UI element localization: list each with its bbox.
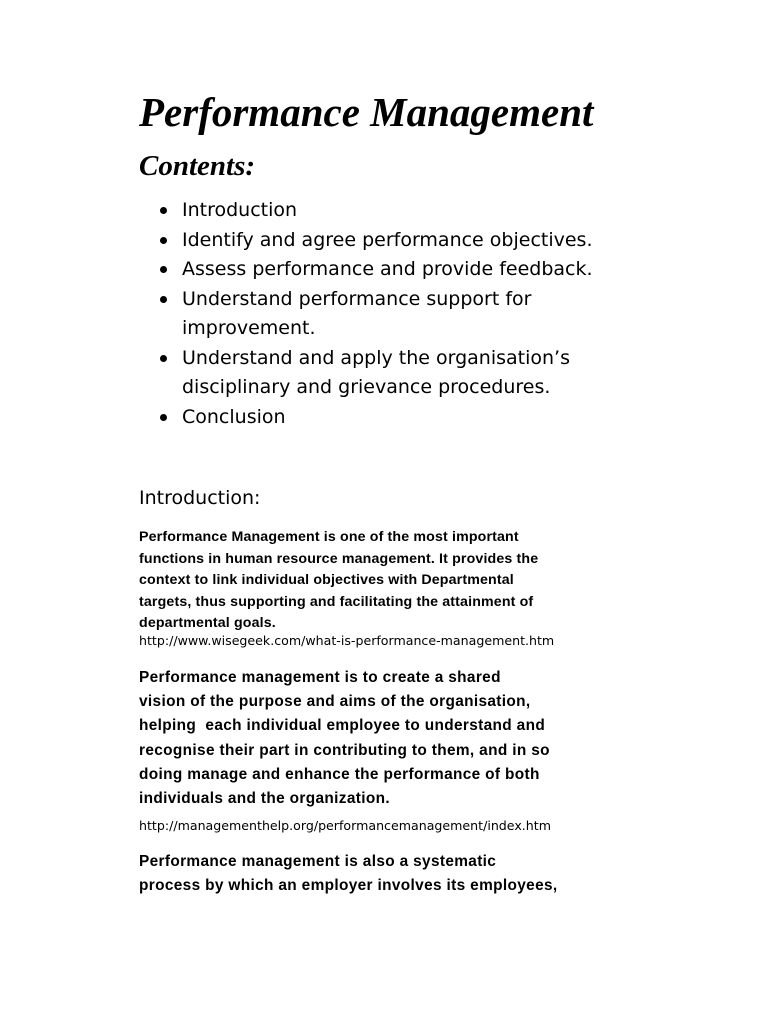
toc-item-line: Assess performance and provide feedback. — [182, 258, 593, 280]
paragraph-line: doing manage and enhance the performance of both — [139, 765, 540, 783]
paragraph-line: context to link individual objectives with Departmental — [139, 572, 514, 588]
source-link-2[interactable]: http://managementhelp.org/performancemanagement/index.htm — [139, 818, 551, 833]
paragraph-line: vision of the purpose and aims of the organisation, — [139, 693, 531, 711]
toc-item-line: Identify and agree performance objectives. — [182, 228, 593, 251]
paragraph-line: Performance management is to create a shared — [139, 669, 501, 686]
introduction-paragraph-3 — [139, 850, 558, 898]
paragraph-line: targets, thus supporting and facilitating the attainment of — [139, 593, 534, 610]
toc-item — [160, 226, 630, 256]
paragraph-line: Performance Management is one of the most important — [139, 529, 519, 545]
bullet-icon — [160, 355, 167, 362]
toc-item-line: disciplinary and grievance procedures. — [182, 376, 551, 398]
toc-item-line: Introduction — [182, 199, 298, 221]
table-of-contents — [160, 196, 630, 432]
bullet-icon — [160, 237, 167, 244]
bullet-icon — [160, 207, 167, 214]
toc-item — [160, 285, 630, 344]
bullet-icon — [160, 266, 167, 273]
paragraph-line: individuals and the organization. — [139, 790, 390, 808]
document-title: Performance Management — [139, 89, 594, 135]
source-link-1[interactable]: http://www.wisegeek.com/what-is-performance-management.htm — [139, 633, 555, 648]
introduction-heading: Introduction: — [139, 487, 261, 509]
toc-item — [160, 344, 630, 403]
toc-item-line: Understand and apply the organisation’s — [182, 346, 570, 369]
introduction-paragraph-1 — [139, 527, 538, 635]
bullet-icon — [160, 296, 167, 303]
paragraph-line: Performance management is also a systematic — [139, 853, 497, 870]
paragraph-line: process by which an employer involves its employees, — [139, 877, 558, 894]
paragraph-line: departmental goals. — [139, 615, 276, 631]
toc-item — [160, 196, 630, 226]
toc-item-line: Understand performance support for — [182, 287, 532, 310]
paragraph-line: helping each individual employee to understand and — [139, 717, 546, 735]
toc-item — [160, 403, 630, 433]
toc-item-line: improvement. — [182, 317, 316, 339]
bullet-icon — [160, 414, 167, 421]
toc-item — [160, 255, 630, 285]
paragraph-line: recognise their part in contributing to them, and in so — [139, 741, 550, 759]
contents-heading: Contents: — [139, 150, 256, 182]
paragraph-line: functions in human resource management. It provides the — [139, 550, 539, 567]
introduction-paragraph-2 — [139, 666, 550, 811]
toc-item-line: Conclusion — [182, 405, 286, 428]
